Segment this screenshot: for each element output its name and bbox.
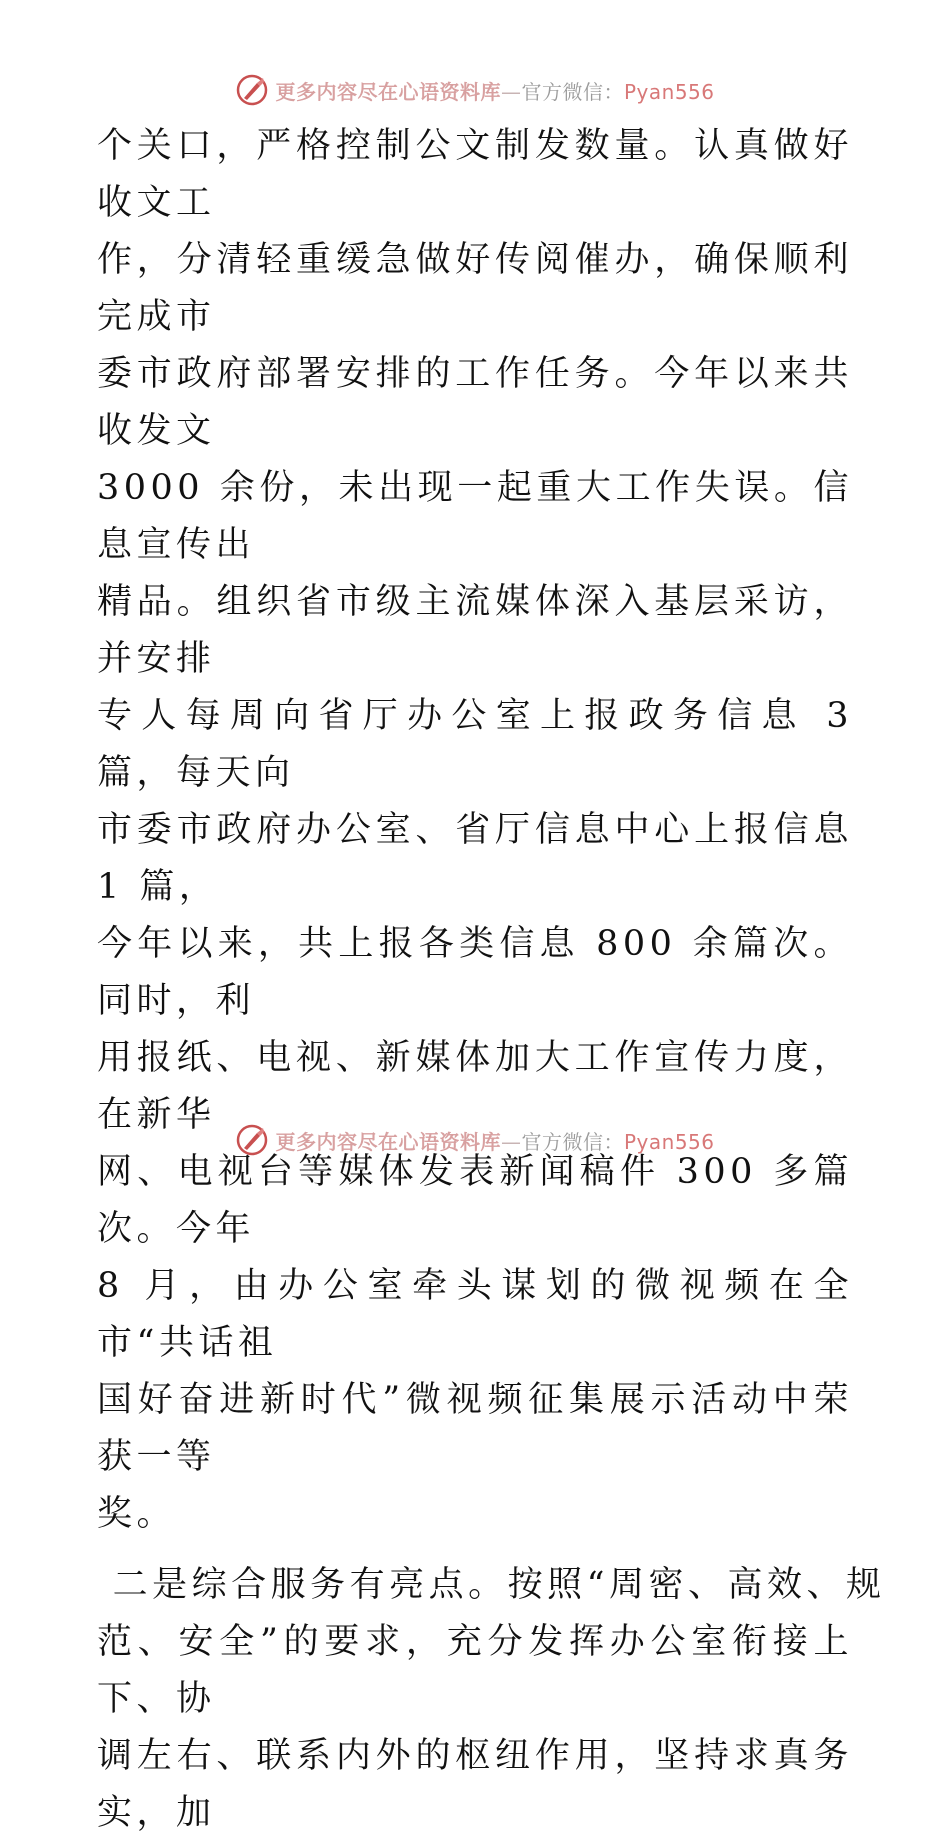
text-line: 二是综合服务有亮点。按照“周密、高效、规 bbox=[97, 1565, 886, 1605]
watermark-library: 更多内容尽在心语资料库 bbox=[275, 79, 501, 104]
text-line: 网、电视台等媒体发表新闻稿件 300 多篇次。今年 bbox=[97, 1152, 853, 1249]
watermark-wechat-id: Pyan556 bbox=[623, 79, 715, 104]
paragraph-2 bbox=[97, 1557, 886, 1842]
text-line: 调左右、联系内外的枢纽作用，坚持求真务实，加 bbox=[97, 1736, 853, 1833]
paragraph-1 bbox=[97, 118, 853, 1543]
text-line: 用报纸、电视、新媒体加大工作宣传力度，在新华 bbox=[97, 1038, 853, 1135]
text-line: 3000 余份，未出现一起重大工作失误。信息宣传出 bbox=[97, 468, 853, 565]
footer-watermark bbox=[0, 1118, 950, 1162]
watermark-text bbox=[275, 1126, 714, 1155]
document-body bbox=[97, 118, 886, 1842]
watermark-text bbox=[275, 76, 714, 105]
text-line: 精品。组织省市级主流媒体深入基层采访，并安排 bbox=[97, 582, 853, 679]
quill-logo-icon bbox=[235, 73, 269, 107]
watermark-dash: — bbox=[500, 79, 522, 104]
watermark-dash: — bbox=[500, 1129, 522, 1154]
watermark-official: 官方微信： bbox=[521, 79, 624, 104]
watermark-wechat-id: Pyan556 bbox=[623, 1129, 715, 1154]
text-line: 国好奋进新时代”微视频征集展示活动中荣获一等 bbox=[97, 1380, 853, 1477]
text-line: 奖。 bbox=[97, 1494, 177, 1534]
text-line: 委市政府部署安排的工作任务。今年以来共收发文 bbox=[97, 354, 853, 451]
watermark-library: 更多内容尽在心语资料库 bbox=[275, 1129, 501, 1154]
quill-logo-icon bbox=[235, 1123, 269, 1157]
watermark-official: 官方微信： bbox=[521, 1129, 624, 1154]
text-line: 范、安全”的要求，充分发挥办公室衔接上下、协 bbox=[97, 1622, 853, 1719]
text-line: 8 月，由办公室牵头谋划的微视频在全市“共话祖 bbox=[97, 1266, 853, 1363]
text-line: 个关口，严格控制公文制发数量。认真做好收文工 bbox=[97, 126, 853, 223]
header-watermark bbox=[0, 68, 950, 112]
text-line: 作，分清轻重缓急做好传阅催办，确保顺利完成市 bbox=[97, 240, 853, 337]
text-line: 专人每周向省厅办公室上报政务信息 3 篇，每天向 bbox=[97, 696, 853, 793]
text-line: 今年以来，共上报各类信息 800 余篇次。同时，利 bbox=[97, 924, 853, 1021]
text-line: 市委市政府办公室、省厅信息中心上报信息 1 篇， bbox=[97, 810, 853, 907]
